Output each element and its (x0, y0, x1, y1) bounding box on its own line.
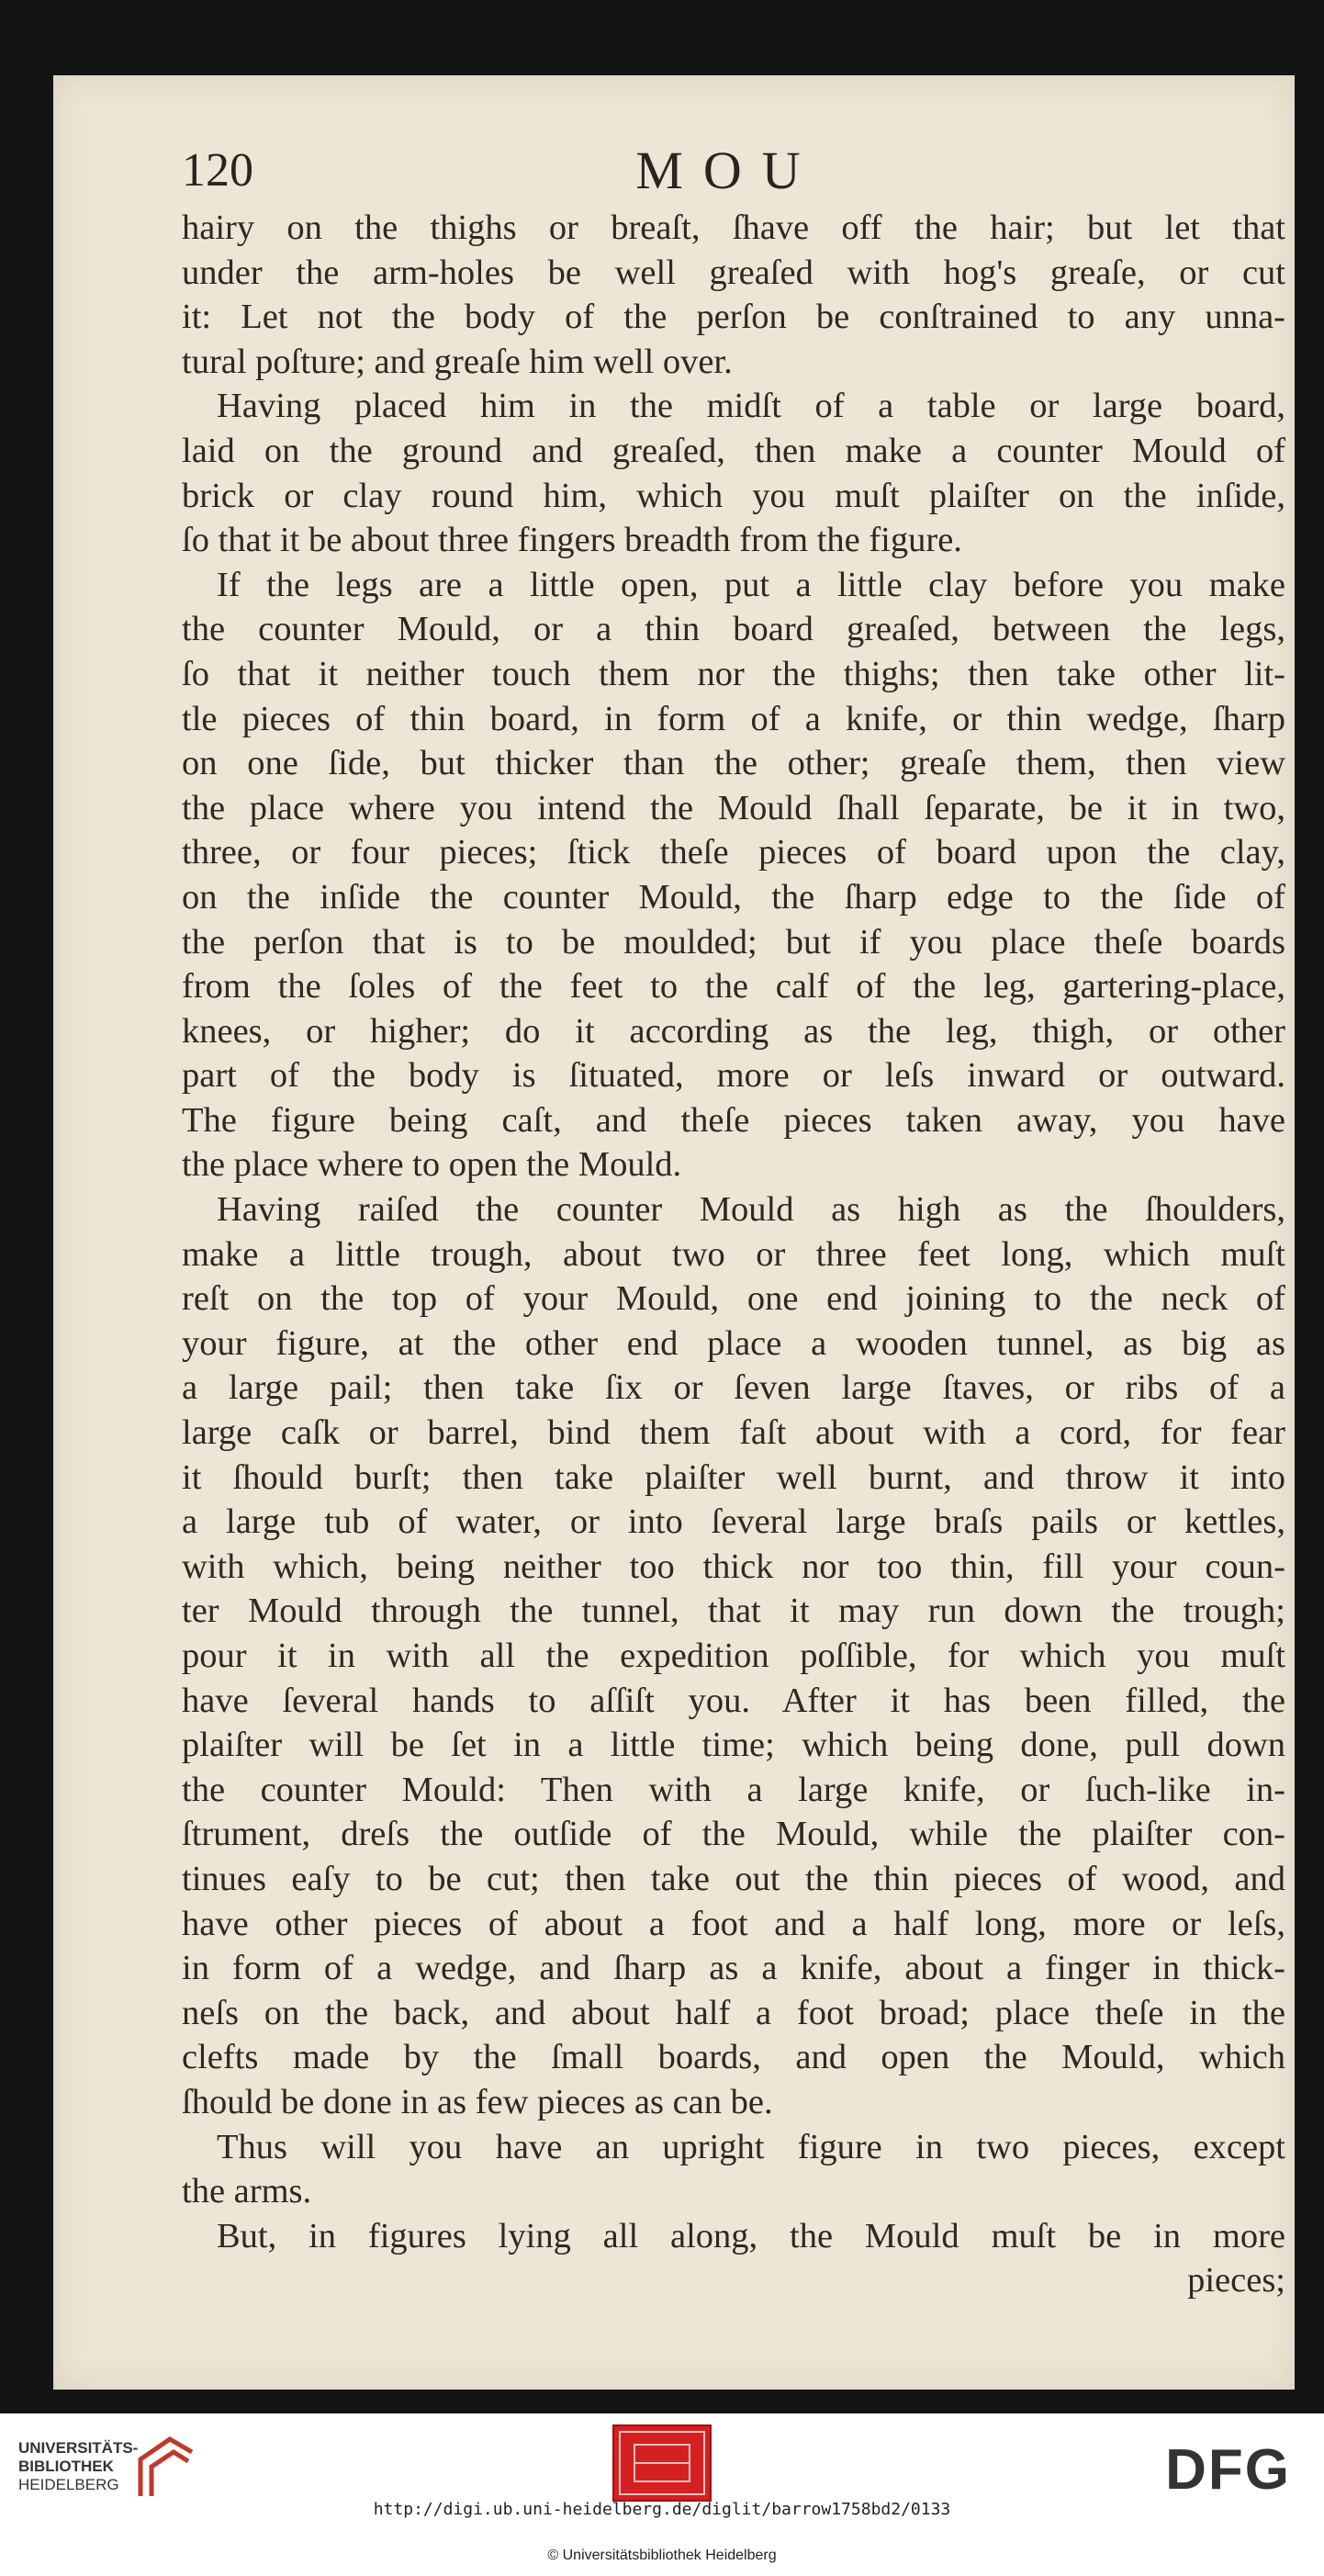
text-line: Having placed him in the midſt of a table or large board, (217, 387, 1285, 426)
text-line: from the ſoles of the feet to the calf of the leg, gartering-place, (182, 967, 1285, 1007)
library-name (18, 2439, 138, 2494)
text-line: If the legs are a little open, put a little clay before you make (217, 565, 1285, 604)
text-line: the perſon that is to be moulded; but if you place theſe boards (182, 922, 1285, 962)
library-name-line3: HEIDELBERG (18, 2476, 119, 2493)
text-line: laid on the ground and greaſed, then make a counter Mould of (182, 431, 1285, 470)
text-line: the arms. (182, 2172, 312, 2211)
text-line: have ſeveral hands to aſſiſt you. After it has been filled, the (182, 1681, 1285, 1720)
text-line: a large tub of water, or into ſeveral large braſs pails or kettles, (182, 1502, 1285, 1542)
library-name-line2: BIBLIOTHEK (18, 2458, 114, 2475)
book-page (53, 75, 1295, 2390)
text-line: clefts made by the ſmall boards, and open the Mould, which (182, 2038, 1285, 2077)
text-line: The figure being caſt, and theſe pieces taken away, you have (182, 1100, 1285, 1140)
text-line: ſtrument, dreſs the outſide of the Mould, while the plaiſter con- (182, 1815, 1285, 1854)
text-line: pieces; (1187, 2261, 1285, 2300)
text-line: it: Let not the body of the perſon be conſtrained to any unna- (182, 298, 1285, 337)
running-head: MOU (635, 141, 821, 200)
text-line: tinues eaſy to be cut; then take out the thin pieces of wood, and (182, 1859, 1285, 1898)
text-line: a large pail; then take ſix or ſeven large ſtaves, or ribs of a (182, 1368, 1285, 1408)
text-line: ſo that it neither touch them nor the thighs; then take other lit- (182, 654, 1285, 693)
text-line: hairy on the thighs or breaſt, ſhave off the hair; but let that (182, 208, 1285, 247)
text-line: under the arm-holes be well greaſed with hog's greaſe, or cut (182, 253, 1285, 292)
text-line: it ſhould burſt; then take plaiſter well burnt, and throw it into (182, 1457, 1285, 1497)
text-line: tle pieces of thin board, in form of a knife, or thin wedge, ſharp (182, 699, 1285, 738)
text-line: ſo that it be about three fingers breadth from the figure. (182, 521, 962, 560)
text-line: Having raiſed the counter Mould as high as the ſhoulders, (217, 1190, 1285, 1230)
text-line: pour it in with all the expedition poſſible, for which you muſt (182, 1637, 1285, 1675)
text-line: the place where to open the Mould. (182, 1145, 682, 1185)
footer (0, 2413, 1324, 2576)
text-line: three, or four pieces; ſtick theſe pieces of board upon the clay, (182, 833, 1285, 872)
library-name-line1: UNIVERSITÄTS- (18, 2439, 139, 2457)
text-line: ſhould be done in as few pieces as can be. (182, 2082, 773, 2121)
text-line: knees, or higher; do it according as the leg, thigh, or other (182, 1011, 1285, 1051)
page-header (182, 143, 1274, 208)
permalink-url[interactable]: http://digi.ub.uni-heidelberg.de/diglit/barrow1758bd2/0133 (373, 2500, 951, 2519)
text-line: But, in figures lying all along, the Mould muſt be in more (217, 2216, 1285, 2255)
text-line: the counter Mould: Then with a large knife, or ſuch-like in- (182, 1770, 1285, 1809)
text-line: brick or clay round him, which you muſt plaiſter on the inſide, (182, 476, 1285, 515)
text-line: neſs on the back, and about half a foot broad; place theſe in the (182, 1993, 1285, 2032)
text-line: tural poſture; and greaſe him well over. (182, 342, 733, 381)
text-line: make a little trough, about two or three feet long, which muſt (182, 1234, 1285, 1274)
text-line: have other pieces of about a foot and a half long, more or leſs, (182, 1904, 1285, 1943)
library-mark-icon (133, 2432, 199, 2505)
text-line: with which, being neither too thick nor too thin, fill your coun- (182, 1547, 1285, 1586)
center-emblem-icon[interactable] (612, 2424, 712, 2502)
text-line: part of the body is ſituated, more or leſs inward or outward. (182, 1056, 1285, 1096)
text-line: plaiſter will be ſet in a little time; which being done, pull down (182, 1726, 1285, 1765)
text-line: your figure, at the other end place a wooden tunnel, as big as (182, 1323, 1285, 1363)
text-line: in form of a wedge, and ſharp as a knife, about a finger in thick- (182, 1949, 1285, 1988)
text-line: reſt on the top of your Mould, one end joining to the neck of (182, 1279, 1285, 1319)
text-line: on the inſide the counter Mould, the ſharp edge to the ſide of (182, 877, 1285, 917)
body-text (182, 206, 1285, 2303)
text-line: ter Mould through the tunnel, that it may run down the trough; (182, 1592, 1285, 1631)
text-line: on one ſide, but thicker than the other; greaſe them, then view (182, 744, 1285, 783)
text-line: the place where you intend the Mould ſhall ſeparate, be it in two, (182, 788, 1285, 827)
page-number: 120 (182, 144, 253, 197)
text-line: Thus will you have an upright figure in two pieces, except (217, 2127, 1285, 2166)
funder-logo[interactable]: DFG (1165, 2438, 1291, 2502)
text-line: the counter Mould, or a thin board greaſed, between the legs, (182, 610, 1285, 649)
text-line: large caſk or barrel, bind them faſt about with a cord, for fear (182, 1413, 1285, 1453)
copyright-notice: © Universitätsbibliothek Heidelberg (547, 2548, 777, 2563)
